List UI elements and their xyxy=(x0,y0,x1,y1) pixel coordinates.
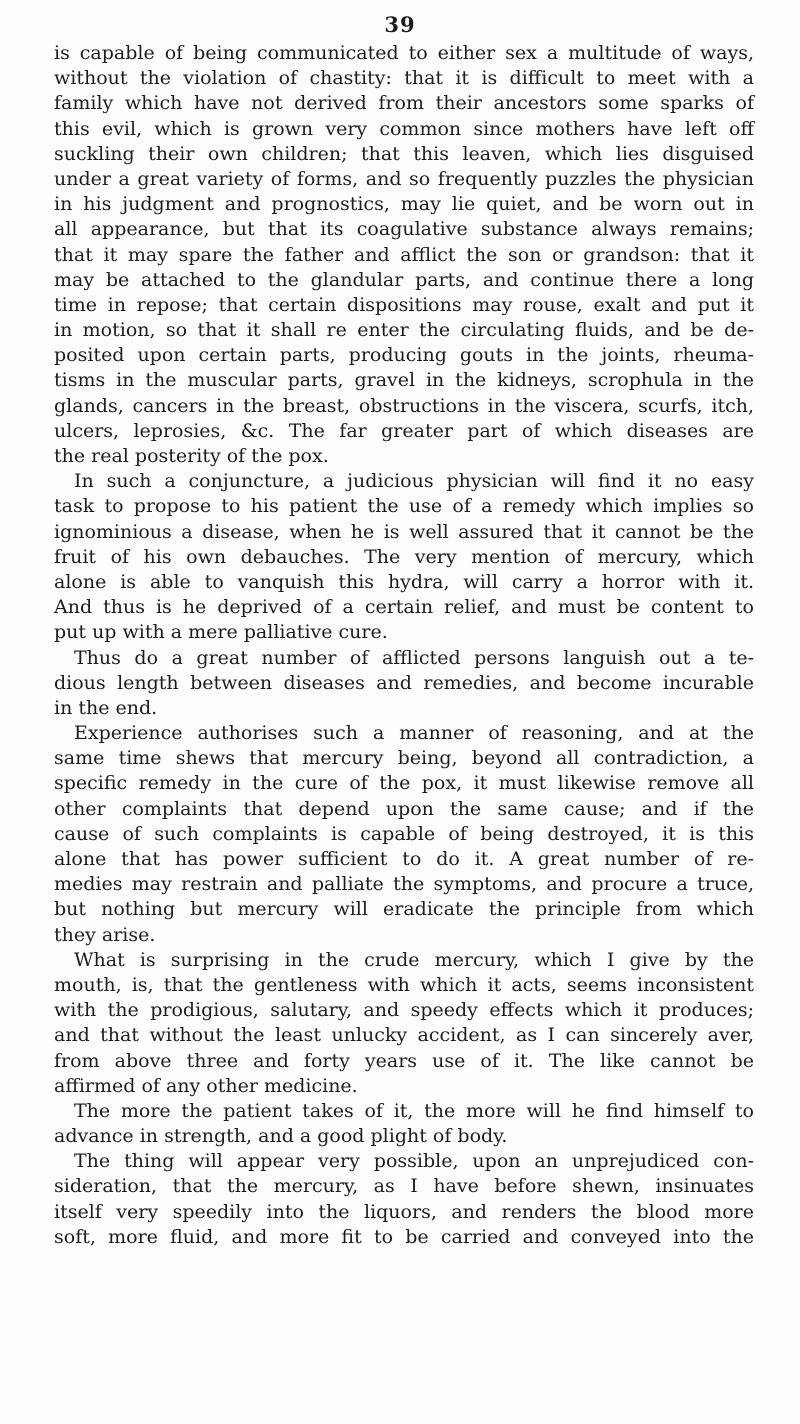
text-line: glands, cancers in the breast, obstructions in the viscera, scurfs, itch, xyxy=(54,394,754,417)
text-line: ignominious a disease, when he is well assured that it cannot be the xyxy=(54,520,754,543)
text-line: under a great variety of forms, and so frequently puzzles the physician xyxy=(54,167,754,190)
text-line: affirmed of any other medicine. xyxy=(54,1074,358,1097)
body-text xyxy=(54,41,754,1250)
text-line: fruit of his own debauches. The very mention of mercury, which xyxy=(54,545,754,568)
text-line: specific remedy in the cure of the pox, it must likewise remove all xyxy=(54,772,754,795)
text-line: and that without the least unlucky accident, as I can sincerely aver, xyxy=(54,1024,754,1047)
text-line: soft, more fluid, and more fit to be carried and conveyed into the xyxy=(54,1225,754,1248)
text-line: same time shews that mercury being, beyond all contradiction, a xyxy=(54,747,754,770)
text-line: with the prodigious, salutary, and speedy effects which it produces; xyxy=(54,999,754,1022)
text-line: the real posterity of the pox. xyxy=(54,445,329,467)
text-line: other complaints that depend upon the same cause; and if the xyxy=(54,797,754,820)
text-line: mouth, is, that the gentleness with which it acts, seems inconsistent xyxy=(54,973,754,996)
text-line: task to propose to his patient the use of a remedy which implies so xyxy=(54,495,754,518)
text-line: posited upon certain parts, producing gouts in the joints, rheuma- xyxy=(54,344,754,367)
text-line: put up with a mere palliative cure. xyxy=(54,621,388,644)
text-line: dious length between diseases and remedies, and become incurable xyxy=(54,671,754,694)
text-line: may be attached to the glandular parts, and continue there a long xyxy=(54,268,754,291)
text-line: in motion, so that it shall re enter the circulating fluids, and be de- xyxy=(54,319,754,342)
text-line: but nothing but mercury will eradicate the principle from which xyxy=(54,898,754,921)
text-line: In such a conjuncture, a judicious physician will find it no easy xyxy=(74,470,754,493)
text-line: without the violation of chastity: that it is difficult to meet with a xyxy=(54,67,754,90)
page-number: 39 xyxy=(384,12,416,37)
text-line: sideration, that the mercury, as I have before shewn, insinuates xyxy=(54,1175,754,1198)
text-line: all appearance, but that its coagulative substance always remains; xyxy=(54,218,754,241)
text-line: alone is able to vanquish this hydra, will carry a horror with it. xyxy=(54,570,754,593)
text-line: Experience authorises such a manner of reasoning, and at the xyxy=(74,722,754,745)
text-line: ulcers, leprosies, &c. The far greater part of which diseases are xyxy=(54,419,754,442)
text-line: medies may restrain and palliate the symptoms, and procure a truce, xyxy=(54,873,754,896)
text-line: is capable of being communicated to either sex a multitude of ways, xyxy=(54,42,754,64)
text-line: What is surprising in the crude mercury, which I give by the xyxy=(74,948,754,971)
text-line: this evil, which is grown very common since mothers have left off xyxy=(54,117,754,140)
text-line: tisms in the muscular parts, gravel in the kidneys, scrophula in the xyxy=(54,369,754,392)
text-line: suckling their own children; that this leaven, which lies disguised xyxy=(54,142,754,165)
text-line: cause of such complaints is capable of being destroyed, it is this xyxy=(54,822,754,845)
text-line: in the end. xyxy=(54,696,158,719)
text-line: they arise. xyxy=(54,923,156,946)
text-line: family which have not derived from their ancestors some sparks of xyxy=(54,92,754,115)
text-line: itself very speedily into the liquors, and renders the blood more xyxy=(54,1200,754,1223)
text-line: alone that has power sufficient to do it. A great number of re- xyxy=(54,848,754,870)
text-line: The thing will appear very possible, upon an unprejudiced con- xyxy=(74,1150,754,1173)
text-line: in his judgment and prognostics, may lie quiet, and be worn out in xyxy=(54,193,754,216)
text-line: from above three and forty years use of it. The like cannot be xyxy=(54,1049,754,1072)
text-line: that it may spare the father and afflict the son or grandson: that it xyxy=(54,243,754,266)
text-line: The more the patient takes of it, the more will he find himself to xyxy=(74,1099,754,1122)
text-line: And thus is he deprived of a certain relief, and must be content to xyxy=(54,596,754,619)
text-line: time in repose; that certain dispositions may rouse, exalt and put it xyxy=(54,293,754,316)
text-line: Thus do a great number of afflicted persons languish out a te- xyxy=(74,646,754,669)
text-line: advance in strength, and a good plight of body. xyxy=(54,1125,508,1148)
